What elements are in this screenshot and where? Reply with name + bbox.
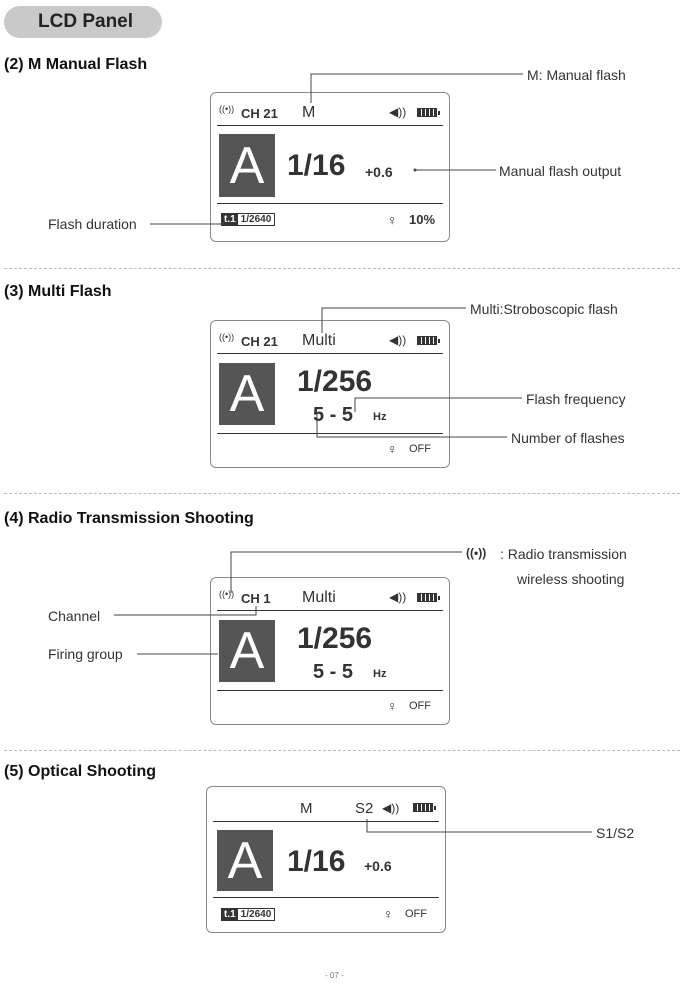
group-letter: A	[217, 830, 273, 891]
section-title-radio: (4) Radio Transmission Shooting	[4, 510, 254, 527]
bulb-icon: ♀	[383, 906, 394, 922]
flash-duration-box	[221, 908, 275, 921]
hz-unit: Hz	[373, 411, 387, 423]
duration-label: t.1	[224, 909, 236, 920]
battery-icon	[417, 593, 437, 602]
panel-divider	[217, 353, 443, 354]
radio-icon: ((•))	[219, 104, 235, 114]
page-number: - 07 -	[325, 971, 344, 980]
callout-number: Number of flashes	[511, 430, 625, 446]
flash-duration-box	[221, 213, 275, 226]
section-title-multi: (3) Multi Flash	[4, 283, 112, 300]
channel-readout: CH 21	[241, 106, 278, 121]
radio-icon: ((•))	[219, 589, 235, 599]
bulb-icon: ♀	[387, 698, 398, 714]
bulb-icon: ♀	[387, 441, 398, 457]
header-title: LCD Panel	[38, 11, 134, 32]
sound-icon: ◀))	[389, 590, 407, 604]
panel-divider	[217, 203, 443, 204]
callout-channel: Channel	[48, 608, 101, 624]
flash-times-frequency: 5 - 5	[313, 404, 354, 426]
callout-radio-icon: ((•))	[466, 546, 487, 560]
group-letter: A	[219, 363, 275, 425]
callout-duration: Flash duration	[48, 216, 137, 232]
mode-readout: M	[302, 104, 316, 121]
lcd-panel-multi	[210, 320, 450, 468]
duration-value: 1/2640	[238, 214, 275, 225]
sound-icon: ◀))	[389, 105, 407, 119]
section-header-pill	[4, 6, 162, 38]
lcd-panel-manual	[210, 92, 450, 242]
channel-readout: CH 1	[241, 591, 271, 606]
mode-readout: Multi	[302, 589, 336, 606]
flash-output: 1/16	[287, 149, 346, 182]
slave-readout: S2	[355, 800, 374, 817]
exposure-comp: +0.6	[365, 164, 393, 180]
channel-readout: CH 21	[241, 334, 278, 349]
flash-times-frequency: 5 - 5	[313, 661, 354, 683]
battery-icon	[413, 803, 433, 812]
callout-radio-line1: : Radio transmission	[500, 546, 627, 562]
duration-value: 1/2640	[238, 909, 275, 920]
callout-radio-line2: wireless shooting	[517, 571, 625, 587]
callout-mode: M: Manual flash	[527, 67, 626, 83]
hz-unit: Hz	[373, 668, 387, 680]
zoom-readout: OFF	[405, 908, 427, 920]
mode-readout: M	[300, 800, 313, 817]
callout-mode: Multi:Stroboscopic flash	[470, 301, 618, 317]
flash-output: 1/16	[287, 845, 346, 878]
callout-slave: S1/S2	[596, 825, 635, 841]
callout-output: Manual flash output	[499, 163, 622, 179]
flash-output: 1/256	[297, 622, 373, 655]
callout-group: Firing group	[48, 646, 123, 662]
battery-icon	[417, 108, 437, 117]
group-letter: A	[219, 620, 275, 682]
panel-divider	[217, 125, 443, 126]
panel-divider	[217, 690, 443, 691]
section-title-manual: (2) M Manual Flash	[4, 56, 148, 73]
callout-frequency: Flash frequency	[526, 391, 626, 407]
flash-output: 1/256	[297, 365, 373, 398]
sound-icon: ◀))	[389, 333, 407, 347]
mode-readout: Multi	[302, 332, 336, 349]
section-divider	[4, 750, 680, 751]
radio-icon: ((•))	[219, 332, 235, 342]
panel-divider	[213, 897, 439, 898]
panel-divider	[217, 433, 443, 434]
section-divider	[4, 268, 680, 269]
panel-divider	[213, 821, 439, 822]
sound-icon: ◀))	[382, 801, 400, 815]
bulb-icon: ♀	[387, 212, 398, 228]
section-title-optical: (5) Optical Shooting	[4, 763, 156, 780]
duration-label: t.1	[224, 214, 236, 225]
zoom-readout: OFF	[409, 700, 431, 712]
exposure-comp: +0.6	[364, 858, 392, 874]
zoom-readout: 10%	[409, 212, 436, 227]
lcd-panel-optical	[206, 786, 446, 933]
panel-divider	[217, 610, 443, 611]
group-letter: A	[219, 134, 275, 197]
zoom-readout: OFF	[409, 443, 431, 455]
lcd-panel-radio	[210, 577, 450, 725]
section-divider	[4, 493, 680, 494]
battery-icon	[417, 336, 437, 345]
